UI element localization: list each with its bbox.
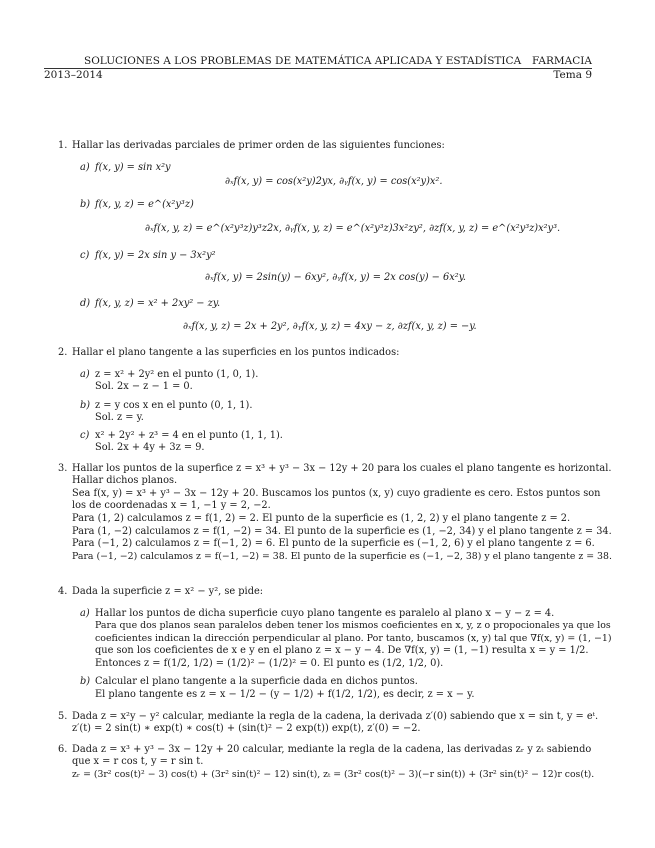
p6-line: zᵣ = (3r² cos(t)² − 3) cos(t) + (3r² sin(t)² − 12) sin(t), zₜ = (3r² cos(t)² − 3)(−r sin(t)) + (3r² sin(t)² − 12)r cos(t). [72, 769, 595, 780]
p1-a-solution: ∂ₓf(x, y) = cos(x²y)2yx, ∂ᵧf(x, y) = cos(x²y)x². [225, 176, 443, 187]
problem-1-statement: Hallar las derivadas parciales de primer orden de las siguientes funciones: [72, 140, 445, 151]
p4-b-line: Calcular el plano tangente a la superficie dada en dichos puntos. [95, 676, 418, 687]
problem-2-statement: Hallar el plano tangente a las superficies en los puntos indicados: [72, 347, 400, 358]
p2-c-text: x² + 2y² + z³ = 4 en el punto (1, 1, 1). [95, 430, 283, 441]
p4-a-line: Hallar los puntos de dicha superficie cuyo plano tangente es paralelo al plano x − y − z = 4. [95, 608, 555, 619]
p5-line: z′(t) = 2 sin(t) ∗ exp(t) ∗ cos(t) + (sin(t)² − 2 exp(t)) exp(t), z′(0) = −2. [72, 723, 421, 734]
p1-c-label: c) [80, 250, 90, 261]
p4-a-line: Entonces z = f(1/2, 1/2) = (1/2)² − (1/2)² = 0. El punto es (1/2, 1/2, 0). [95, 658, 444, 669]
p2-a-text: z = x² + 2y² en el punto (1, 0, 1). [95, 369, 259, 380]
p4-a-line: coeficientes indican la dirección perpendicular al plano. Por tanto, buscamos (x, y) tal que ∇f(x, y) = (1, −1) [95, 633, 612, 644]
problem-5-number: 5. [58, 711, 68, 722]
p2-b-label: b) [80, 400, 91, 411]
p3-line: Para (1, −2) calculamos z = f(1, −2) = 34. El punto de la superficie es (1, −2, 34) y el plano tangente z = 34. [72, 526, 612, 537]
p1-b-solution: ∂ₓf(x, y, z) = e^(x²y³z)y³z2x, ∂ᵧf(x, y, z) = e^(x²y³z)3x²zy², ∂zf(x, y, z) = e^(x²y³z)x²y³. [145, 223, 561, 234]
p1-a-function: f(x, y) = sin x²y [95, 162, 171, 173]
p1-d-solution: ∂ₓf(x, y, z) = 2x + 2y², ∂ᵧf(x, y, z) = 4xy − z, ∂zf(x, y, z) = −y. [183, 321, 477, 332]
p1-c-solution: ∂ₓf(x, y) = 2sin(y) − 6xy², ∂ᵧf(x, y) = 2x cos(y) − 6x²y. [205, 272, 466, 283]
p4-a-line: Para que dos planos sean paralelos deben tener los mismos coeficientes en x, y, z o propocionales ya que los [95, 620, 611, 631]
p3-line: Para (1, 2) calculamos z = f(1, 2) = 2. El punto de la superficie es (1, 2, 2) y el plano tangente z = 2. [72, 513, 571, 524]
p4-a-line: que son los coeficientes de x e y en el plano z = x − y − 4. De ∇f(x, y) = (1, −1) resulta x = y = 1/2. [95, 645, 589, 656]
header-year: 2013–2014 [44, 69, 103, 81]
problem-4-statement: Dada la superficie z = x² − y², se pide: [72, 586, 264, 597]
p3-line: Hallar los puntos de la superfice z = x³ + y³ − 3x − 12y + 20 para los cuales el plano tangente es horizontal. [72, 463, 612, 474]
p3-line: Para (−1, 2) calculamos z = f(−1, 2) = 6. El punto de la superficie es (−1, 2, 6) y el plano tangente z = 6. [72, 538, 595, 549]
p3-line: Sea f(x, y) = x³ + y³ − 3x − 12y + 20. Buscamos los puntos (x, y) cuyo gradiente es cero. Estos puntos son [72, 488, 601, 499]
p4-b-label: b) [80, 676, 91, 687]
p2-a-solution: Sol. 2x − z − 1 = 0. [95, 381, 193, 392]
p1-b-function: f(x, y, z) = e^(x²y³z) [95, 199, 194, 210]
p1-c-function: f(x, y) = 2x sin y − 3x²y² [95, 250, 216, 261]
p2-b-solution: Sol. z = y. [95, 412, 144, 423]
header-title: SOLUCIONES A LOS PROBLEMAS DE MATEMÁTICA APLICADA Y ESTADÍSTICA [84, 55, 522, 67]
problem-6-number: 6. [58, 744, 68, 755]
problem-1-number: 1. [58, 140, 68, 151]
p3-line: Para (−1, −2) calculamos z = f(−1, −2) = 38. El punto de la superficie es (−1, −2, 38) y el plano tangente z = 38. [72, 551, 612, 562]
p2-b-text: z = y cos x en el punto (0, 1, 1). [95, 400, 253, 411]
p4-a-label: a) [80, 608, 90, 619]
p3-line: Hallar dichos planos. [72, 475, 178, 486]
p5-line: Dada z = x²y − y² calcular, mediante la regla de la cadena, la derivada z′(0) sabiendo que x = sin t, y = eᵗ. [72, 711, 599, 722]
p1-d-label: d) [80, 298, 91, 309]
p2-c-label: c) [80, 430, 90, 441]
problem-2-number: 2. [58, 347, 68, 358]
p3-line: los de coordenadas x = 1, −1 y = 2, −2. [72, 500, 271, 511]
header-topic: Tema 9 [553, 69, 592, 81]
p1-a-label: a) [80, 162, 90, 173]
p6-line: Dada z = x³ + y³ − 3x − 12y + 20 calcular, mediante la regla de la cadena, las derivadas zᵣ y zₜ sabiendo [72, 744, 592, 755]
p1-b-label: b) [80, 199, 91, 210]
header-rule [44, 68, 592, 69]
p2-a-label: a) [80, 369, 90, 380]
p2-c-solution: Sol. 2x + 4y + 3z = 9. [95, 442, 205, 453]
p4-b-line: El plano tangente es z = x − 1/2 − (y − 1/2) + f(1/2, 1/2), es decir, z = x − y. [95, 689, 475, 700]
p6-line: que x = r cos t, y = r sin t. [72, 756, 204, 767]
p1-d-function: f(x, y, z) = x² + 2xy² − zy. [95, 298, 221, 309]
problem-3-number: 3. [58, 463, 68, 474]
problem-4-number: 4. [58, 586, 68, 597]
header-subject: FARMACIA [532, 55, 592, 67]
